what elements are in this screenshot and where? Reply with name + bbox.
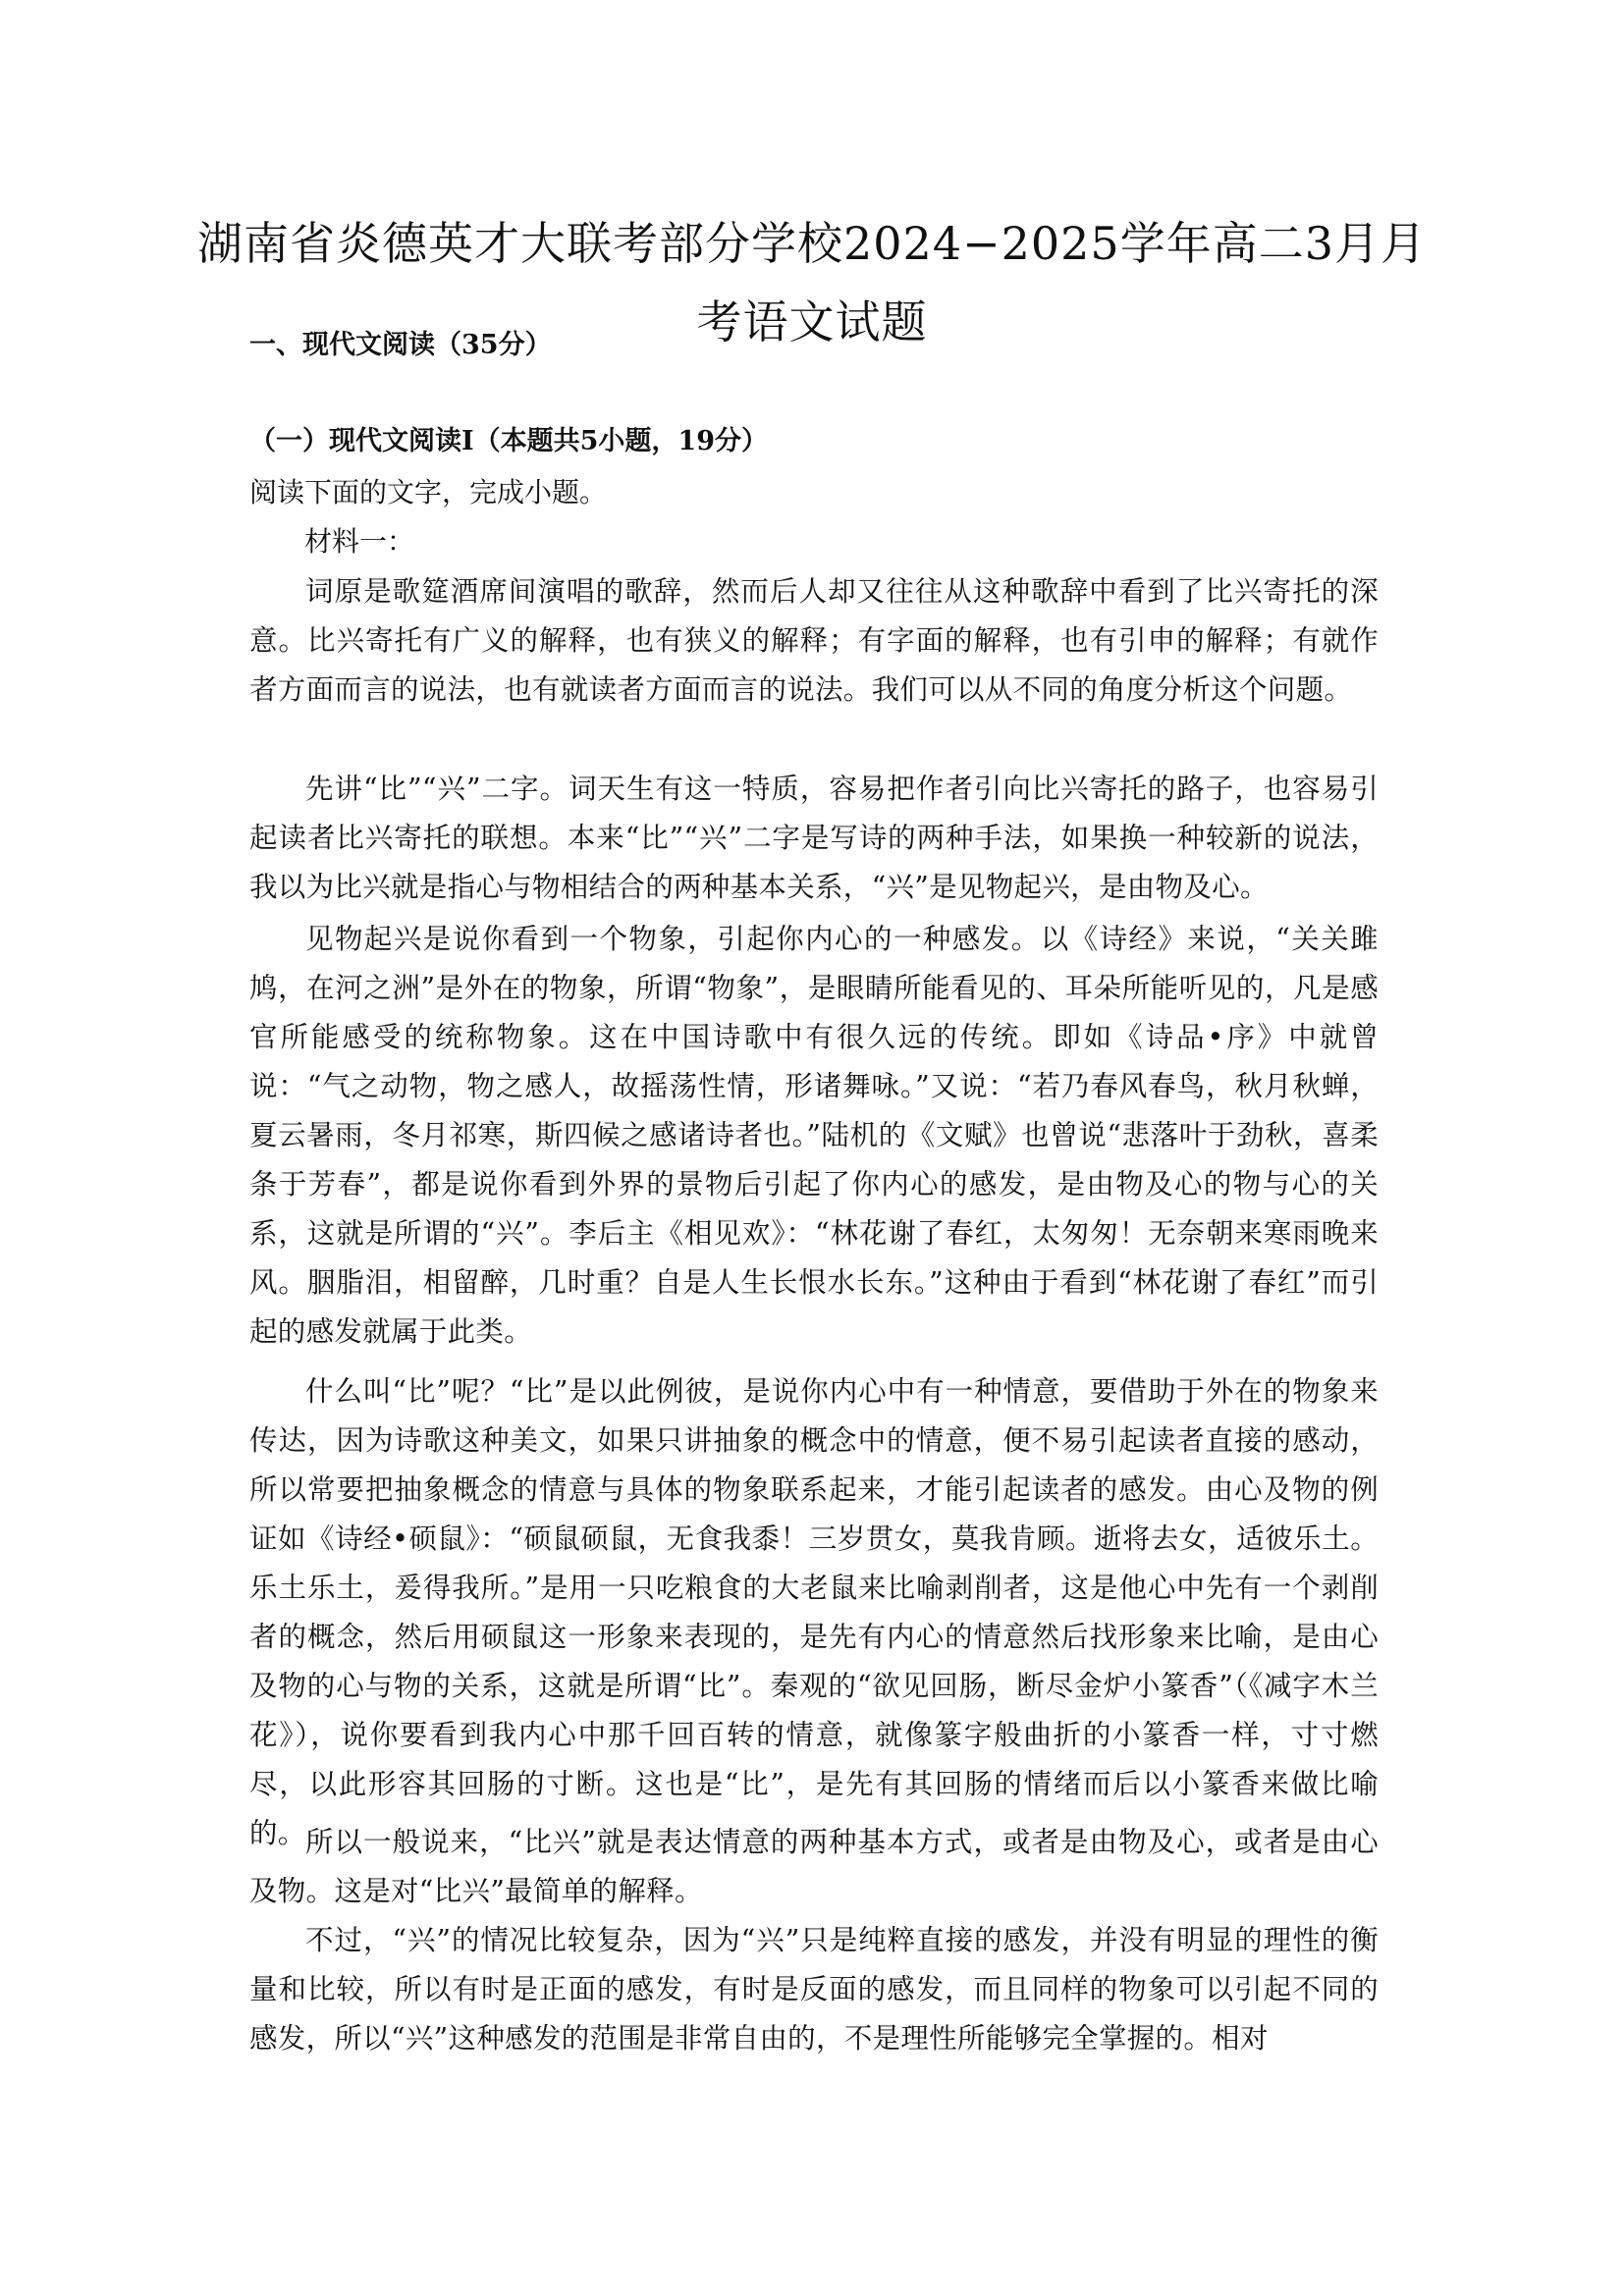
material-label: 材料一： — [304, 525, 415, 558]
paragraph: 什么叫“比”呢？“比”是以此例彼，是说你内心中有一种情意，要借助于外在的物象来传达，因为诗歌这种美文，如果只讲抽象的概念中的情意，便不易引起读者直接的感动，所以常要把抽象概念的情意与具体的物象联系起来，才能引起读者的感发。由心及物的例证如《诗经•硕鼠》：“硕鼠硕鼠，无食我黍！三岁贯女，莫我肯顾。逝将去女，适彼乐土。乐土乐土，爰得我所。”是用一只吃粮食的大老鼠来比喻剥削者，这是他心中先有一个剥削者的概念，然后用硕鼠这一形象来表现的，是先有内心的情意然后找形象来比喻，是由心及物的心与物的关系，这就是所谓“比”。秦观的“欲见回肠，断尽金炉小篆香”（《减字木兰花》），说你要看到我内心中那千回百转的情意，就像篆字般曲折的小篆香一样，寸寸燃尽，以此形容其回肠的寸断。这也是“比”，是先有其回肠的情绪而后以小篆香来做比喻的。 — [249, 1375, 1379, 1849]
section-heading: 一、现代文阅读（35分） — [249, 330, 552, 360]
reading-instruction: 阅读下面的文字，完成小题。 — [249, 476, 608, 508]
paragraph: 所以一般说来，“比兴”就是表达情意的两种基本方式，或者是由物及心，或者是由心及物。这是对“比兴”最简单的解释。 — [249, 1826, 1379, 1907]
paragraph: 不过，“兴”的情况比较复杂，因为“兴”只是纯粹直接的感发，并没有明显的理性的衡量和比较，所以有时是正面的感发，有时是反面的感发，而且同样的物象可以引起不同的感发，所以“兴”这种感发的范围是非常自由的，不是理性所能够完全掌握的。相对 — [249, 1924, 1379, 2055]
paragraph: 先讲“比”“兴”二字。词天生有这一特质，容易把作者引向比兴寄托的路子，也容易引起读者比兴寄托的联想。本来“比”“兴”二字是写诗的两种手法，如果换一种较新的说法，我以为比兴就是指心与物相结合的两种基本关系，“兴”是见物起兴，是由物及心。 — [249, 773, 1379, 903]
exam-title-line-1: 湖南省炎德英才大联考部分学校2024−2025学年高二3月月 — [197, 217, 1427, 270]
paragraph: 词原是歌筵酒席间演唱的歌辞，然而后人却又往往从这种歌辞中看到了比兴寄托的深意。比兴寄托有广义的解释，也有狭义的解释；有字面的解释，也有引申的解释；有就作者方面而言的说法，也有就读者方面而言的说法。我们可以从不同的角度分析这个问题。 — [249, 575, 1379, 706]
subsection-heading: （一）现代文阅读Ⅰ（本题共5小题，19分） — [249, 426, 768, 456]
paragraph: 见物起兴是说你看到一个物象，引起你内心的一种感发。以《诗经》来说，“关关雎鸠，在河之洲”是外在的物象，所谓“物象”，是眼睛所能看见的、耳朵所能听见的，凡是感官所能感受的统称物象。这在中国诗歌中有很久远的传统。即如《诗品•序》中就曾说：“气之动物，物之感人，故摇荡性情，形诸舞咏。”又说：“若乃春风春鸟，秋月秋蝉，夏云暑雨，冬月祁寒，斯四候之感诸诗者也。”陆机的《文赋》也曾说“悲落叶于劲秋，喜柔条于芳春”，都是说你看到外界的景物后引起了你内心的感发，是由物及心的物与心的关系，这就是所谓的“兴”。李后主《相见欢》：“林花谢了春红，太匆匆！无奈朝来寒雨晚来风。胭脂泪，相留醉，几时重？自是人生长恨水长东。”这种由于看到“林花谢了春红”而引起的感发就属于此类。 — [249, 923, 1379, 1348]
exam-title-line-2: 考语文试题 — [696, 295, 928, 348]
